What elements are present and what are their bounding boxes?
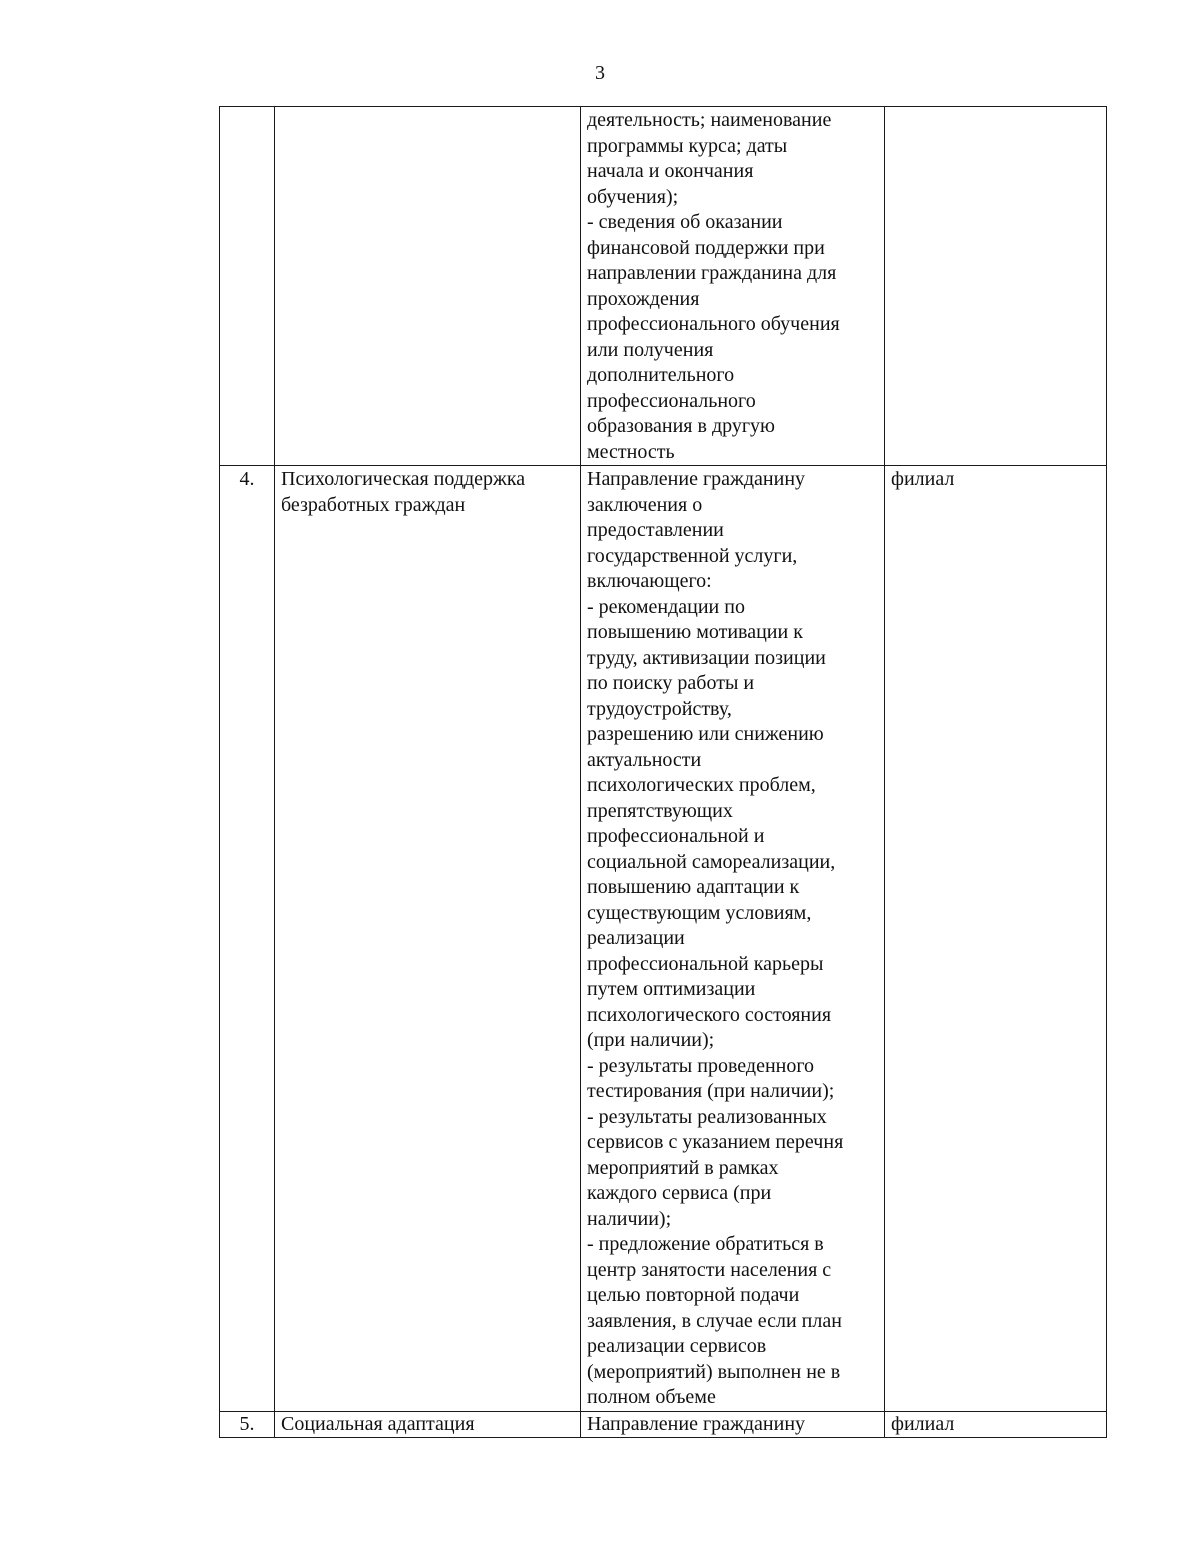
result-line: образования в другую <box>587 415 775 437</box>
service-name-line: безработных граждан <box>281 493 466 516</box>
result-line: каждого сервиса (при <box>587 1182 772 1204</box>
result-line: полном объеме <box>587 1386 716 1408</box>
result-line: повышению адаптации к <box>587 876 800 898</box>
result-line: государственной услуги, <box>587 544 798 567</box>
result-line: психологических проблем, <box>587 774 816 796</box>
result-line: разрешению или снижению <box>587 723 824 745</box>
table-row <box>220 466 1107 1412</box>
result-line: актуальности <box>587 748 702 771</box>
result-line: финансовой поддержки при <box>587 236 825 259</box>
result-line: дополнительного <box>587 364 735 386</box>
result-line: повышению мотивации к <box>587 621 803 643</box>
table-row <box>220 107 1107 466</box>
result-line: (при наличии); <box>587 1029 715 1051</box>
result-line: направлении гражданина для <box>587 262 837 284</box>
result-line: заявления, в случае если план <box>587 1309 842 1332</box>
result-line: социальной самореализации, <box>587 850 836 873</box>
result-line: прохождения <box>587 287 700 310</box>
result-line: тестирования (при наличии); <box>587 1080 835 1102</box>
result-line: - сведения об оказании <box>587 211 783 233</box>
result-line: наличии); <box>587 1207 672 1230</box>
services-table <box>219 106 1107 1438</box>
result-line: Направление гражданину <box>587 468 806 490</box>
result-line: препятствующих <box>587 799 733 822</box>
result-line: труду, активизации позиции <box>587 646 826 669</box>
result-line: - результаты реализованных <box>587 1105 827 1128</box>
department-cell: филиал <box>885 466 1107 1412</box>
result-line: начала и окончания <box>587 160 754 182</box>
result-line: деятельность; наименование <box>587 109 832 131</box>
row-number-cell: 5. <box>220 1411 275 1438</box>
service-name-cell <box>275 466 581 1412</box>
result-line: психологического состояния <box>587 1003 832 1026</box>
result-line: по поиску работы и <box>587 672 755 694</box>
result-line: - результаты проведенного <box>587 1054 815 1077</box>
department-cell <box>885 107 1107 466</box>
result-line: трудоустройству, <box>587 697 732 720</box>
result-line: реализации <box>587 927 685 949</box>
result-line: существующим условиям, <box>587 901 812 924</box>
result-line: местность <box>587 440 675 463</box>
result-line: - рекомендации по <box>587 595 745 618</box>
page-number: 3 <box>595 62 605 84</box>
result-line: - предложение обратиться в <box>587 1233 824 1255</box>
result-line: программы курса; даты <box>587 134 788 157</box>
result-cell <box>581 466 885 1412</box>
result-cell <box>581 107 885 466</box>
result-line: Направление гражданину <box>587 1412 806 1435</box>
service-name-line: Психологическая поддержка <box>281 468 526 490</box>
result-line: профессиональной карьеры <box>587 952 824 975</box>
result-line: профессионального обучения <box>587 313 840 335</box>
service-name-cell <box>275 107 581 466</box>
service-name-line: Социальная адаптация <box>281 1412 475 1435</box>
result-line: включающего: <box>587 570 712 592</box>
result-line: целью повторной подачи <box>587 1284 800 1306</box>
result-line: или получения <box>587 338 714 361</box>
result-line: заключения о <box>587 493 703 516</box>
result-line: профессиональной и <box>587 825 765 847</box>
result-line: путем оптимизации <box>587 978 756 1000</box>
row-number-cell: 4. <box>220 466 275 1412</box>
table-row <box>220 1411 1107 1438</box>
department-cell: филиал <box>885 1411 1107 1438</box>
result-cell <box>581 1411 885 1438</box>
result-line: (мероприятий) выполнен не в <box>587 1360 841 1383</box>
service-name-cell <box>275 1411 581 1438</box>
result-line: центр занятости населения с <box>587 1258 832 1281</box>
result-line: реализации сервисов <box>587 1335 767 1357</box>
row-number-cell <box>220 107 275 466</box>
result-line: мероприятий в рамках <box>587 1156 779 1179</box>
result-line: предоставлении <box>587 519 724 541</box>
result-line: сервисов с указанием перечня <box>587 1131 844 1153</box>
result-line: профессионального <box>587 389 756 412</box>
result-line: обучения); <box>587 185 679 208</box>
